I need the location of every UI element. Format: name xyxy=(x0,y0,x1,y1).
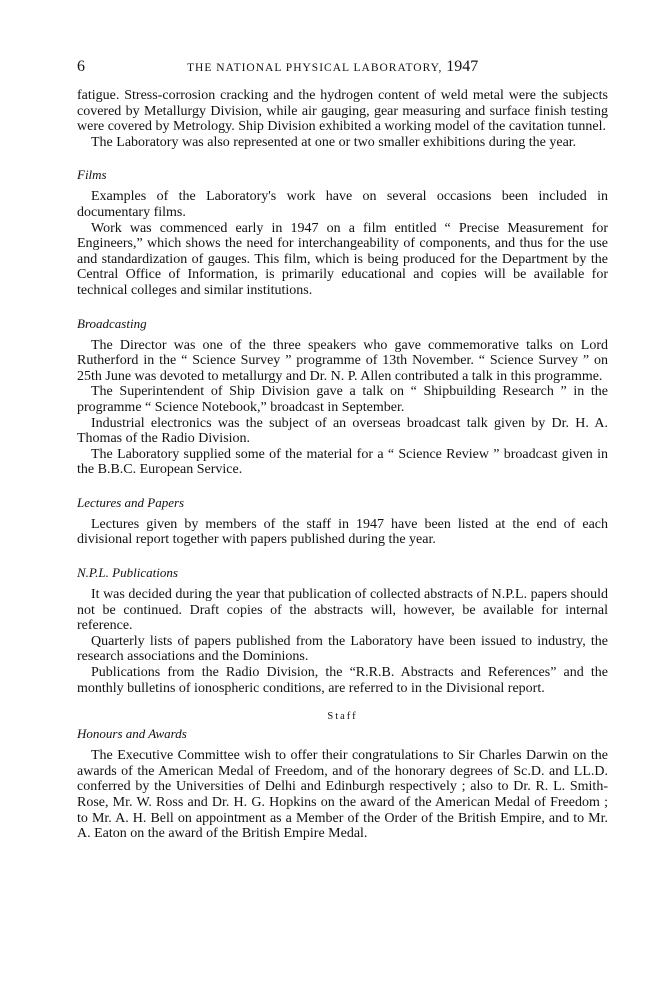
paragraph: The Laboratory was also represented at one or two smaller exhibitions during the year. xyxy=(91,134,577,150)
section-heading: Lectures and Papers xyxy=(77,494,185,510)
paragraph: The Executive Committee wish to offer their congratulations to Sir Charles Darwin on the awards of the American Medal of Freedom, and of the honorary degrees of Sc.D. and LL.D. conferred by the Universities of Delhi and Edinburgh respectively ; also to Dr. R. L. Smith-Rose, Mr. W. Ross and Dr. H. G. Hopkins on the award of the American Medal of Freedom ; to Mr. A. H. Bell on appointment as a Member of the Order of the British Empire, and to Mr. A. Eaton on the award of the British Empire Medal. xyxy=(77,748,608,842)
page-number: 6 xyxy=(77,58,85,75)
section-heading: Honours and Awards xyxy=(77,726,187,742)
staff-heading: Staff xyxy=(327,711,358,723)
paragraph: Examples of the Laboratory's work have on several occasions been included in documentary films. xyxy=(77,189,608,220)
films-section xyxy=(77,167,608,298)
paragraph: Industrial electronics was the subject of an overseas broadcast talk given by Dr. H. A. Thomas of the Radio Division. xyxy=(77,415,608,447)
section-heading: Films xyxy=(77,167,107,183)
paragraph: The Laboratory supplied some of the material for a “ Science Review ” broadcast given in the B.B.C. European Service. xyxy=(77,446,608,478)
paragraph: Publications from the Radio Division, the “R.R.B. Abstracts and References” and the monthly bulletins of ionospheric conditions, are referred to in the Divisional report. xyxy=(77,665,608,696)
broadcasting-section xyxy=(77,316,608,478)
paragraph: Work was commenced early in 1947 on a film entitled “ Precise Measurement for Engineers,” which shows the need for interchangeability of components, and thus for the use and standardization of gauges. This film, which is being produced for the Department by the Central Office of Information, is primarily educational and copies will be available for technical colleges and similar institutions. xyxy=(77,220,608,298)
paragraph: It was decided during the year that publication of collected abstracts of N.P.L. papers should not be continued. Draft copies of the abstracts will, however, be available for internal reference. xyxy=(77,587,608,634)
paragraph: Lectures given by members of the staff in 1947 have been listed at the end of each divisional report together with papers published during the year. xyxy=(77,516,608,548)
running-title-year: 1947 xyxy=(446,58,479,75)
honours-section xyxy=(77,726,608,842)
section-heading: Broadcasting xyxy=(77,315,147,331)
running-header xyxy=(77,58,608,80)
lectures-section xyxy=(77,495,608,548)
running-title-text: THE NATIONAL PHYSICAL LABORATORY, xyxy=(187,62,443,74)
paragraph: The Superintendent of Ship Division gave a talk on “ Shipbuilding Research ” in the programme “ Science Notebook,” broadcast in September. xyxy=(77,384,608,415)
paragraph: The Director was one of the three speakers who gave commemorative talks on Lord Rutherford in the “ Science Survey ” programme of 13th November. “ Science Survey ” on 25th June was devoted to metallurgy and Dr. N. P. Allen contributed a talk in this programme. xyxy=(77,337,608,384)
intro-section xyxy=(77,88,608,150)
section-heading: N.P.L. Publications xyxy=(77,565,178,581)
running-title xyxy=(187,58,478,76)
publications-section xyxy=(77,565,608,696)
paragraph: fatigue. Stress-corrosion cracking and the hydrogen content of weld metal were the subjects covered by Metallurgy Division, while air gauging, gear measuring and surface finish testing were covered by Metrology. Ship Division exhibited a working model of the cavitation tunnel. xyxy=(77,88,608,135)
paragraph: Quarterly lists of papers published from the Laboratory have been issued to industry, the research associations and the Dominions. xyxy=(77,633,608,665)
